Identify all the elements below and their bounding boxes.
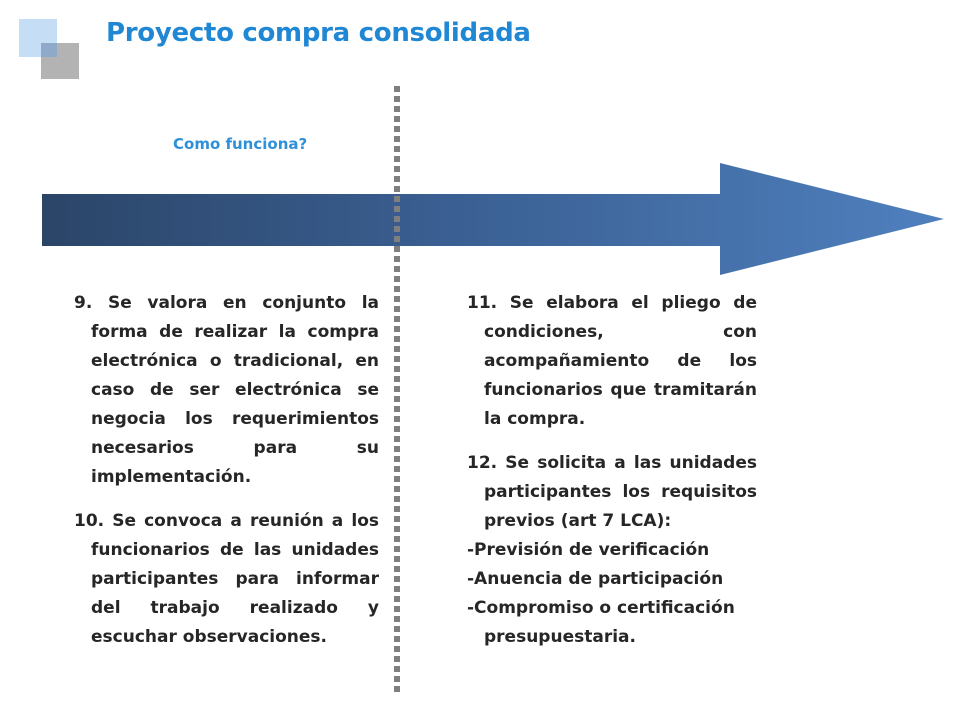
requirement-budget: -Compromiso o certificación — [467, 598, 735, 618]
requirement-participation: -Anuencia de participación — [467, 569, 724, 589]
process-arrow — [0, 0, 960, 300]
arrow-shape — [42, 163, 944, 275]
right-column — [467, 289, 757, 652]
step-12-text: 12. Se solicita a las unidades participantes los requisitos previos (art 7 LCA): — [467, 453, 757, 531]
step-10-text: 10. Se convoca a reunión a los funcionarios de las unidades participantes para informar del trabajo realizado y escuchar observaciones. — [74, 511, 379, 647]
requirement-verification: -Previsión de verificación — [467, 540, 710, 560]
timeline-divider — [394, 86, 400, 696]
step-11-text: 11. Se elabora el pliego de condiciones, con acompañamiento de los funcionarios que tramitarán la compra. — [467, 293, 757, 429]
step-9-text: 9. Se valora en conjunto la forma de realizar la compra electrónica o tradicional, en caso de ser electrónica se negocia los requerimientos necesarios para su implementación. — [74, 293, 379, 487]
left-column — [74, 289, 379, 667]
section-subtitle: Como funciona? — [173, 135, 308, 153]
requirement-budget-cont: presupuestaria. — [484, 627, 636, 647]
page-title: Proyecto compra consolidada — [106, 18, 531, 48]
